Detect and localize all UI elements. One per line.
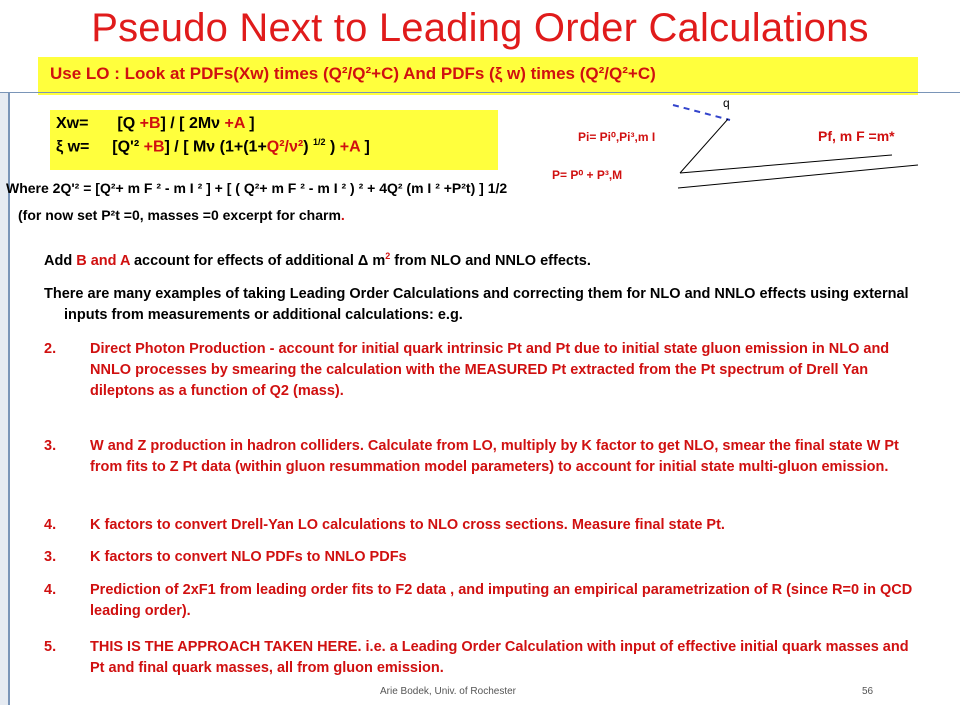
- list-item: [44, 547, 924, 568]
- xiw-part-d: Q²/ν²: [266, 138, 304, 156]
- xiw-part-h: +A: [339, 138, 361, 156]
- para1-part-c: account for effects of additional Δ m: [129, 252, 386, 269]
- xw-part-e: ]: [244, 115, 255, 132]
- xi-w-formula: [56, 137, 370, 156]
- for-now-text: (for now set P²t =0, masses =0 excerpt for charm: [18, 207, 341, 223]
- para2-text: There are many examples of taking Leading Order Calculations and correcting them for NLO and NNLO effects using external inputs from measurements or additional calculations: e.g.: [44, 286, 909, 323]
- top-rule: [0, 92, 960, 93]
- item-number: 5.: [44, 639, 57, 655]
- item-text: K factors to convert NLO PDFs to NNLO PDFs: [90, 549, 407, 565]
- xiw-lhs: ξ w=: [56, 138, 90, 156]
- item-text: Direct Photon Production - account for initial quark intrinsic Pt and Pt due to initial state gluon emission in NLO and NNLO processes by smearing the calculation with the MEASURED Pt extracted from the Pt spectrum of Drell Yan dileptons as a function of Q2 (mass).: [90, 341, 890, 399]
- footer-author: Arie Bodek, Univ. of Rochester: [380, 686, 516, 697]
- pf-label: Pf, m F =m*: [818, 128, 895, 144]
- xiw-part-c: ] / [ Mν (1+(1+: [164, 138, 267, 156]
- item-number: 3.: [44, 549, 57, 565]
- xiw-part-e: ): [303, 138, 314, 156]
- xw-formula: [56, 115, 255, 133]
- p-label: P= P⁰ + P³,M: [552, 168, 623, 182]
- quark-initial-line: [680, 119, 728, 173]
- slide-title: Pseudo Next to Leading Order Calculations: [91, 6, 869, 50]
- item-number: 3.: [44, 438, 57, 454]
- para-add-b-a: [44, 246, 924, 272]
- proton-line: [678, 165, 918, 188]
- xw-part-b: +B: [139, 115, 161, 132]
- item-number: 4.: [44, 582, 57, 598]
- para1-part-e: from NLO and NNLO effects.: [390, 252, 591, 269]
- para1-part-b: B and A: [76, 252, 130, 269]
- where-definition: Where 2Q'² = [Q²+ m F ² - m I ² ] + [ ( Q²+ m F ² - m I ² ) ² + 4Q² (m I ² +P²t) ] 1/2: [6, 180, 508, 196]
- xw-part-d: +A: [224, 115, 245, 132]
- list-item: [44, 515, 924, 536]
- para1-part-a: Add: [44, 252, 77, 269]
- para-examples: [44, 284, 924, 326]
- xw-lhs: Xw=: [56, 115, 89, 132]
- list-item: [44, 580, 924, 622]
- xiw-part-i: ]: [360, 138, 370, 156]
- para1-exponent: 2: [385, 251, 391, 261]
- xiw-part-g: ): [325, 138, 340, 156]
- xiw-part-a: [Q'²: [112, 138, 144, 156]
- item-text: THIS IS THE APPROACH TAKEN HERE. i.e. a Leading Order Calculation with input of effective initial quark masses and Pt and final quark masses, all from gluon emission.: [90, 639, 909, 676]
- photon-line: [673, 105, 730, 120]
- list-item: [44, 436, 924, 478]
- item-text: W and Z production in hadron colliders. Calculate from LO, multiply by K factor to get NLO, smear the final state W Pt from fits to Z Pt data (within gluon resummation model parameters) to account for initial state multi-gluon emission.: [90, 438, 899, 475]
- q-label: q: [723, 96, 730, 110]
- item-text: K factors to convert Drell-Yan LO calculations to NLO cross sections. Measure final state Pt.: [90, 517, 725, 533]
- item-number: 2.: [44, 341, 57, 357]
- for-now-note: [18, 207, 345, 223]
- page-number: 56: [862, 686, 874, 697]
- item-text: Prediction of 2xF1 from leading order fits to F2 data , and imputing an empirical parametrization of R (since R=0 in QCD leading order).: [90, 582, 913, 619]
- banner-text: Use LO : Look at PDFs(Xw) times (Q²/Q²+C) And PDFs (ξ w) times (Q²/Q²+C): [50, 64, 656, 83]
- xw-part-c: ] / [ 2Mν: [160, 115, 225, 132]
- for-now-period: .: [340, 207, 345, 223]
- list-item: [44, 339, 924, 402]
- pi-label: Pi= Pi⁰,Pi³,m I: [578, 130, 656, 144]
- xw-part-a: [Q: [117, 115, 140, 132]
- xiw-exponent: 1/2: [313, 137, 326, 147]
- list-item: [44, 637, 924, 679]
- item-number: 4.: [44, 517, 57, 533]
- xiw-part-b: +B: [143, 138, 165, 156]
